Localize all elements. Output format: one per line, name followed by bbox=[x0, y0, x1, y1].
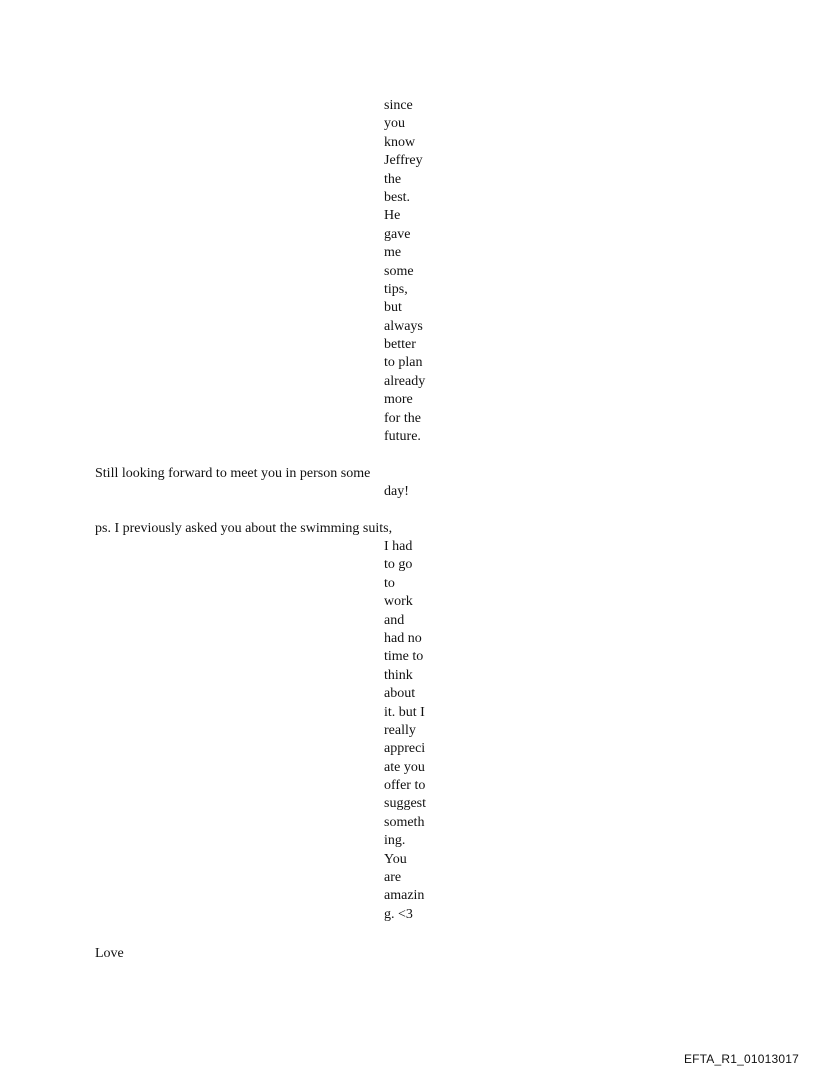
paragraph-3 bbox=[384, 538, 454, 924]
text-line: work bbox=[384, 594, 413, 610]
text-line: He bbox=[384, 208, 401, 224]
text-line: someth bbox=[384, 814, 425, 830]
text-line: more bbox=[384, 392, 413, 408]
text-line: to bbox=[384, 575, 395, 591]
text-line: you bbox=[384, 116, 405, 132]
text-line: suggest bbox=[384, 796, 426, 812]
text-line: and bbox=[384, 612, 405, 628]
text-line: future. bbox=[384, 429, 421, 445]
text-line: I had bbox=[384, 539, 413, 554]
text-line: me bbox=[384, 245, 402, 261]
text-line: g. <3 bbox=[384, 906, 413, 922]
text-line: day! bbox=[384, 484, 409, 499]
text-line: for the bbox=[384, 410, 421, 426]
text-line: are bbox=[384, 870, 402, 886]
text-line: really bbox=[384, 722, 416, 738]
text-line: already bbox=[384, 373, 426, 389]
text-line: some bbox=[384, 263, 414, 279]
paragraph-2-first-line: Still looking forward to meet you in person some bbox=[95, 466, 371, 481]
paragraph-2 bbox=[384, 483, 454, 501]
bates-number: EFTA_R1_01013017 bbox=[683, 1052, 799, 1066]
text-line: the bbox=[384, 171, 402, 187]
text-line: but bbox=[384, 300, 402, 316]
text-line: to plan bbox=[384, 355, 423, 371]
text-line: Jeffrey bbox=[384, 153, 423, 169]
text-line: tips, bbox=[384, 281, 408, 297]
text-line: amazin bbox=[384, 888, 425, 904]
closing-text: Love bbox=[95, 946, 124, 961]
paragraph-1 bbox=[384, 97, 454, 446]
text-line: about bbox=[384, 686, 416, 702]
text-line: had no bbox=[384, 630, 422, 646]
text-line: since bbox=[384, 98, 413, 113]
text-line: to go bbox=[384, 557, 413, 573]
text-line: think bbox=[384, 667, 413, 683]
text-line: better bbox=[384, 337, 416, 353]
text-line: best. bbox=[384, 189, 411, 205]
text-line: time to bbox=[384, 649, 424, 665]
text-line: know bbox=[384, 134, 416, 150]
text-line: it. but I bbox=[384, 704, 425, 720]
text-line: You bbox=[384, 851, 407, 867]
text-line: ing. bbox=[384, 833, 406, 849]
text-line: always bbox=[384, 318, 423, 334]
text-line: offer to bbox=[384, 778, 426, 794]
text-line: ate you bbox=[384, 759, 425, 775]
text-line: gave bbox=[384, 226, 411, 242]
text-line: appreci bbox=[384, 741, 426, 757]
paragraph-3-first-line: ps. I previously asked you about the swimming suits, bbox=[95, 521, 393, 536]
